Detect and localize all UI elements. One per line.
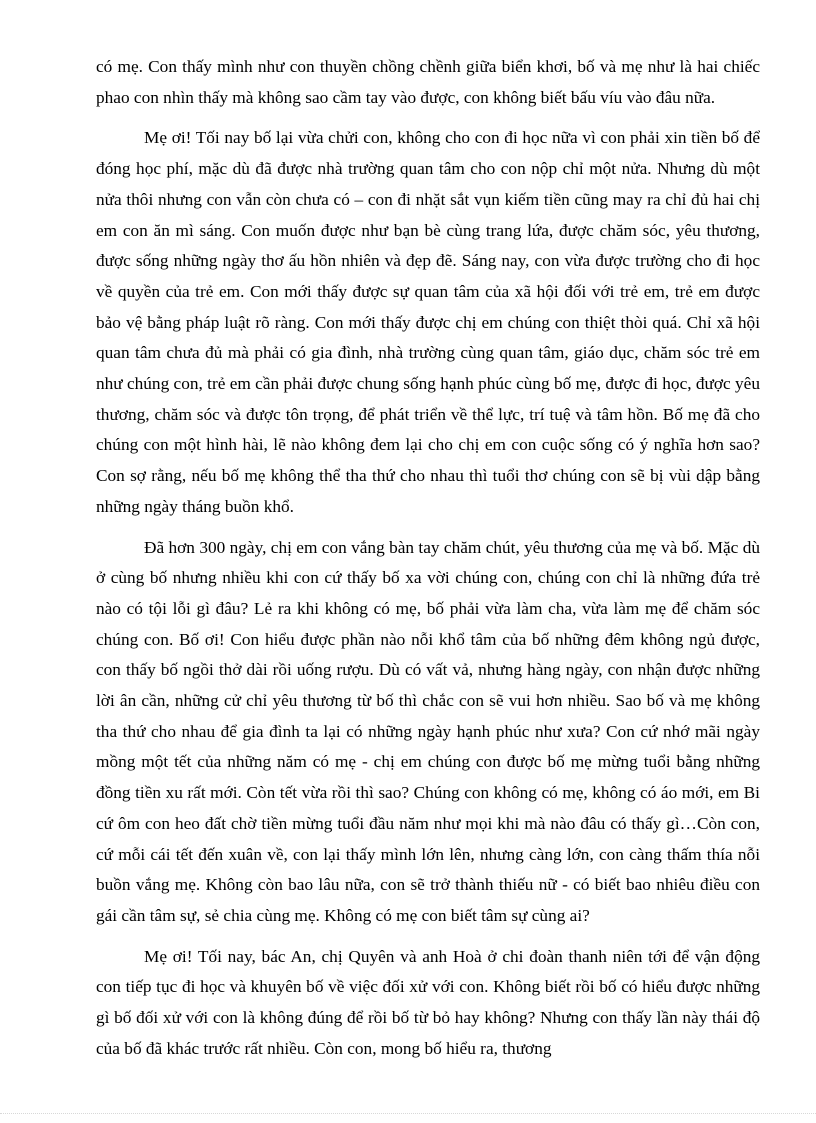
document-page — [96, 52, 760, 1075]
paragraph-school-fees: Mẹ ơi! Tối nay bố lại vừa chửi con, không cho con đi học nữa vì con phải xin tiền bố để đóng học phí, mặc dù đã được nhà trường quan tâm cho con nộp chỉ một nửa. Nhưng dù một nửa thôi nhưng con vẫn còn chưa có – con đi nhặt sắt vụn kiếm tiền cũng may ra chỉ đủ hai chị em con ăn mì sáng. Con muốn được như bạn bè cùng trang lứa, được chăm sóc, yêu thương, được sống những ngày thơ ấu hồn nhiên và đẹp đẽ. Sáng nay, con vừa được trường cho đi học về quyền của trẻ em. Con mới thấy được sự quan tâm của xã hội đối với trẻ em, trẻ em được bảo vệ bằng pháp luật rõ ràng. Con mới thấy được chị em chúng con thiệt thòi quá. Chỉ xã hội quan tâm chưa đủ mà phải có gia đình, nhà trường cùng quan tâm, giáo dục, chăm sóc trẻ em như chúng con, trẻ em cần phải được chung sống hạnh phúc cùng bố mẹ, được đi học, được yêu thương, chăm sóc và được tôn trọng, để phát triển về thể lực, trí tuệ và tâm hồn. Bố mẹ đã cho chúng con một hình hài, lẽ nào không đem lại cho chị em con cuộc sống có ý nghĩa hơn sao? Con sợ rằng, nếu bố mẹ không thể tha thứ cho nhau thì tuổi thơ chúng con sẽ bị vùi dập bằng những ngày tháng buồn khổ. — [96, 128, 760, 516]
paragraph-youth-union-visit: Mẹ ơi! Tối nay, bác An, chị Quyên và anh Hoà ở chi đoàn thanh niên tới để vận động con tiếp tục đi học và khuyên bố về việc đối xử với con. Không biết rồi bố có hiểu được những gì bố đối xử với con là không đúng để rồi bố từ bỏ hay không? Nhưng con thấy lần này thái độ của bố đã khác trước rất nhiều. Còn con, mong bố hiểu ra, thương — [96, 946, 760, 1058]
page-bottom-divider — [0, 1113, 816, 1114]
paragraph-300-days: Đã hơn 300 ngày, chị em con vắng bàn tay chăm chút, yêu thương của mẹ và bố. Mặc dù ở cùng bố nhưng nhiều khi con cứ thấy bố xa vời chúng con, chúng con chỉ là những đứa trẻ nào có tội lỗi gì đâu? Lẻ ra khi không có mẹ, bố phải vừa làm cha, vừa làm mẹ để chăm sóc chúng con. Bố ơi! Con hiểu được phần nào nỗi khổ tâm của bố những đêm không ngủ được, con thấy bố ngồi thở dài rồi uống rượu. Dù có vất vả, nhưng hàng ngày, con nhận được những lời ân cần, những cử chỉ yêu thương từ bố thì chắc con sẽ vui hơn nhiều. Sao bố và mẹ không tha thứ cho nhau để gia đình ta lại có những ngày hạnh phúc như xưa? Con cứ nhớ mãi ngày mồng một tết của những năm có mẹ - chị em chúng con được bố mẹ mừng tuổi bằng những đồng tiền xu rất mới. Còn tết vừa rồi thì sao? Chúng con không có mẹ, không có áo mới, em Bi cứ ôm con heo đất chờ tiền mừng tuổi đầu năm như mọi khi mà nào đâu có thấy gì…Còn con, cứ mỗi cái tết đến xuân về, con lại thấy mình lớn lên, nhưng càng lớn, con càng thấm thía nỗi buồn vắng mẹ. Không còn bao lâu nữa, con sẽ trở thành thiếu nữ - có biết bao nhiêu điều con gái cần tâm sự, sẻ chia cùng mẹ. Không có mẹ con biết tâm sự cùng ai? — [96, 537, 760, 925]
paragraph-continuation: có mẹ. Con thấy mình như con thuyền chồng chềnh giữa biển khơi, bố và mẹ như là hai chiếc phao con nhìn thấy mà không sao cầm tay vào được, con không biết bấu víu vào đâu nữa. — [96, 57, 760, 107]
